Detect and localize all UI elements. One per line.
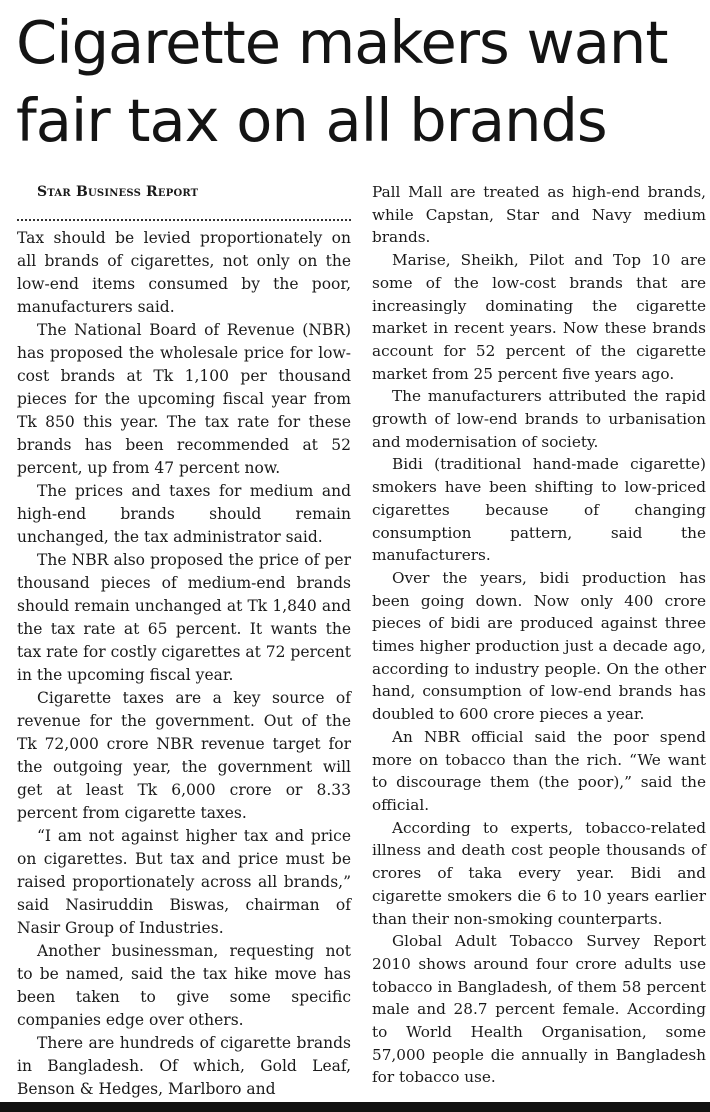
paragraph: Tax should be levied proportionately on all brands of cigarettes, not only on the low-end items consumed by the poor, manufacturers said. — [17, 229, 351, 316]
bottom-border — [0, 1102, 710, 1112]
paragraph: Another businessman, requesting not to be named, said the tax hike move has been taken to give some specific companies edge over others. — [17, 942, 351, 1029]
paragraph: “I am not against higher tax and price on cigarettes. But tax and price must be raised proportionately across all brands,” said Nasiruddin Biswas, chairman of Nasir Group of Industries. — [17, 827, 351, 937]
paragraph: There are hundreds of cigarette brands in Bangladesh. Of which, Gold Leaf, Benson & Hedges, Marlboro and — [17, 1034, 351, 1098]
headline — [16, 4, 706, 160]
paragraph: An NBR official said the poor spend more on tobacco than the rich. “We want to discourage them (the poor),” said the official. — [372, 727, 706, 814]
paragraph: Over the years, bidi production has been going down. Now only 400 crore pieces of bidi are produced against three times higher production just a decade ago, according to industry people. On the other hand, consumption of low-end brands has doubled to 600 crore pieces a year. — [372, 568, 706, 724]
right-column — [372, 181, 706, 1089]
headline-line-2: fair tax on all brands — [16, 86, 607, 155]
paragraph: The NBR also proposed the price of per thousand pieces of medium-end brands should remain unchanged at Tk 1,840 and the tax rate at 65 percent. It wants the tax rate for costly cigarettes at 72 percent in the upcoming fiscal year. — [17, 551, 351, 684]
paragraph: Cigarette taxes are a key source of revenue for the government. Out of the Tk 72,000 crore NBR revenue target for the outgoing year, the government will get at least Tk 6,000 crore or 8.33 percent from cigarette taxes. — [17, 689, 351, 822]
paragraph: Marise, Sheikh, Pilot and Top 10 are some of the low-cost brands that are increasingly dominating the cigarette market in recent years. Now these brands account for 52 percent of the cigarette market from 25 percent five years ago. — [372, 251, 706, 383]
paragraph: The prices and taxes for medium and high-end brands should remain unchanged, the tax administrator said. — [17, 482, 351, 546]
headline-line-1: Cigarette makers want — [16, 8, 668, 77]
paragraph: Bidi (traditional hand-made cigarette) smokers have been shifting to low-priced cigarettes because of changing consumption pattern, said the manufacturers. — [372, 455, 706, 565]
paragraph: Global Adult Tobacco Survey Report 2010 shows around four crore adults use tobacco in Bangladesh, of them 58 percent male and 28.7 percent female. According to World Health Organisation, some 57,000 people die annually in Bangladesh for tobacco use. — [372, 932, 706, 1087]
paragraph: The National Board of Revenue (NBR) has proposed the wholesale price for low-cost brands at Tk 1,100 per thousand pieces for the upcoming fiscal year from Tk 850 this year. The tax rate for these brands has been recommended at 52 percent, up from 47 percent now. — [17, 321, 351, 477]
byline: Star Business Report — [37, 184, 199, 200]
paragraph: The manufacturers attributed the rapid growth of low-end brands to urbanisation and modernisation of society. — [372, 387, 706, 451]
left-column — [17, 181, 351, 1101]
paragraph: According to experts, tobacco-related illness and death cost people thousands of crores of taka every year. Bidi and cigarette smokers die 6 to 10 years earlier than their non-smoking counterparts. — [372, 818, 706, 928]
paragraph-continued: Pall Mall are treated as high-end brands, while Capstan, Star and Navy medium brands. — [372, 183, 706, 247]
byline-divider — [17, 219, 351, 221]
